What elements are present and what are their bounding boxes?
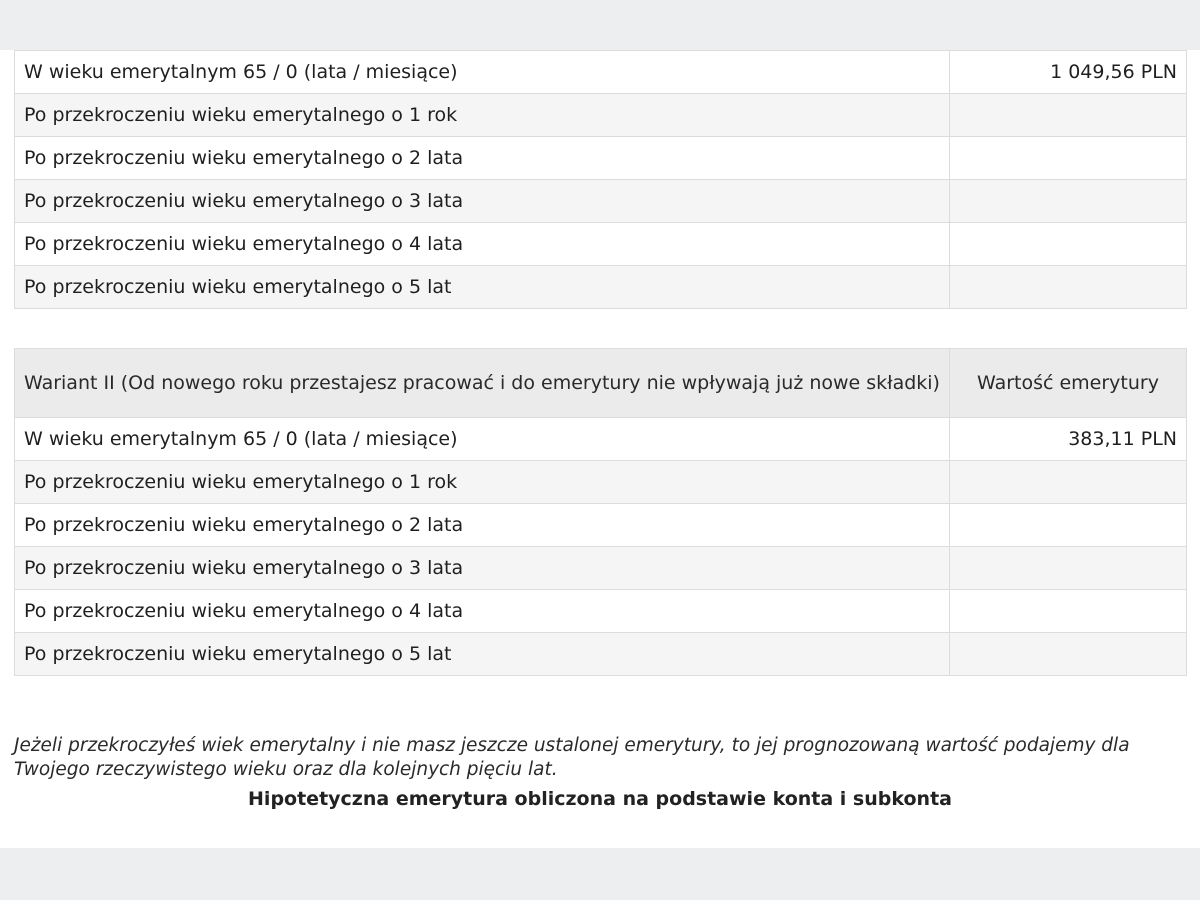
table-row (15, 137, 1187, 180)
section-title: Hipotetyczna emerytura obliczona na podstawie konta i subkonta (248, 788, 952, 810)
row-value (950, 266, 1187, 309)
row-label: Po przekroczeniu wieku emerytalnego o 4 lata (15, 223, 950, 266)
row-label: Po przekroczeniu wieku emerytalnego o 1 rok (15, 461, 950, 504)
table-row (15, 223, 1187, 266)
table-row (15, 590, 1187, 633)
row-label: Po przekroczeniu wieku emerytalnego o 1 rok (15, 94, 950, 137)
page-content (0, 50, 1200, 848)
row-value (950, 137, 1187, 180)
table-row (15, 418, 1187, 461)
row-value (950, 590, 1187, 633)
pension-table-variant-2 (14, 348, 1187, 676)
table-row (15, 180, 1187, 223)
table-row (15, 51, 1187, 94)
table-row (15, 633, 1187, 676)
pension-table-variant-1 (14, 50, 1187, 309)
row-value (950, 180, 1187, 223)
table-header-row (15, 349, 1187, 418)
row-value (950, 633, 1187, 676)
table-row (15, 547, 1187, 590)
table-row (15, 94, 1187, 137)
table-row (15, 504, 1187, 547)
table-row (15, 461, 1187, 504)
row-label: Po przekroczeniu wieku emerytalnego o 5 lat (15, 633, 950, 676)
row-value: 1 049,56 PLN (950, 51, 1187, 94)
row-value (950, 461, 1187, 504)
row-value (950, 547, 1187, 590)
row-label: Po przekroczeniu wieku emerytalnego o 2 lata (15, 504, 950, 547)
row-value (950, 223, 1187, 266)
retirement-age-note: Jeżeli przekroczyłeś wiek emerytalny i nie masz jeszcze ustalonej emerytury, to jej prognozowaną wartość podajemy dla Twojego rzeczywistego wieku oraz dla kolejnych pięciu lat. (14, 734, 1130, 780)
row-label: Po przekroczeniu wieku emerytalnego o 2 lata (15, 137, 950, 180)
row-label: W wieku emerytalnym 65 / 0 (lata / miesiące) (15, 418, 950, 461)
row-label: Po przekroczeniu wieku emerytalnego o 4 lata (15, 590, 950, 633)
row-value (950, 504, 1187, 547)
row-label: W wieku emerytalnym 65 / 0 (lata / miesiące) (15, 51, 950, 94)
row-label: Po przekroczeniu wieku emerytalnego o 3 lata (15, 547, 950, 590)
row-value (950, 94, 1187, 137)
row-label: Po przekroczeniu wieku emerytalnego o 5 lat (15, 266, 950, 309)
variant-header: Wariant II (Od nowego roku przestajesz pracować i do emerytury nie wpływają już nowe składki) (15, 349, 950, 418)
table-row (15, 266, 1187, 309)
row-label: Po przekroczeniu wieku emerytalnego o 3 lata (15, 180, 950, 223)
row-value: 383,11 PLN (950, 418, 1187, 461)
value-column-header: Wartość emerytury (950, 349, 1187, 418)
